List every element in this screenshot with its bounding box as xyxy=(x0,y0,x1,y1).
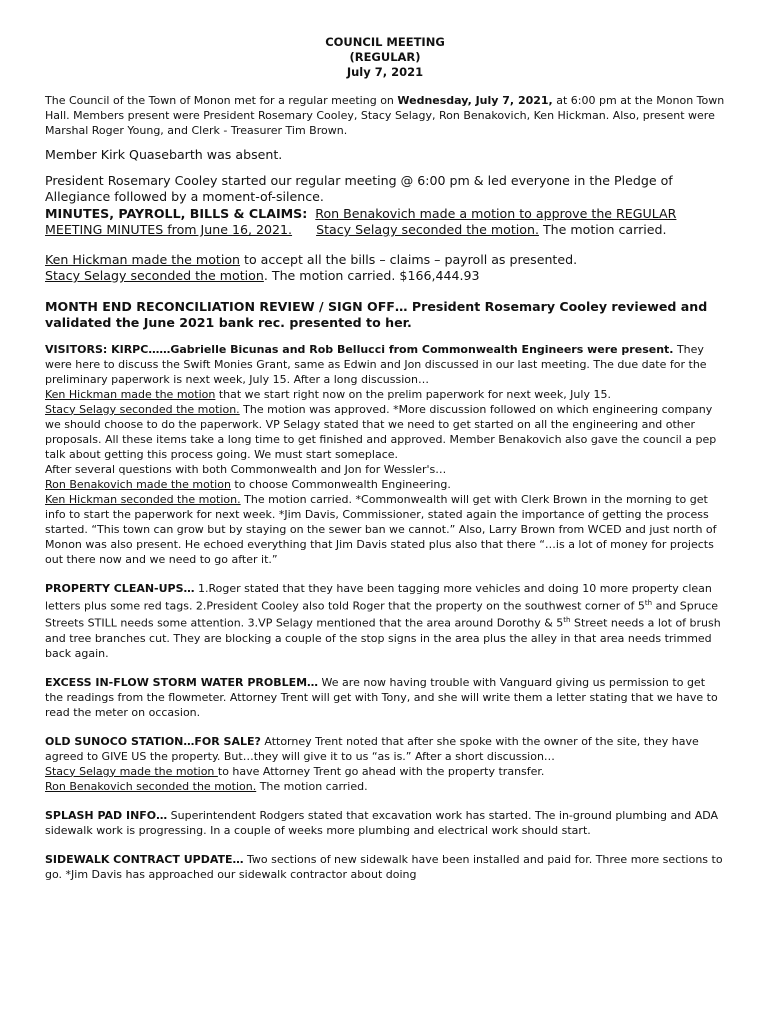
absent-paragraph: Member Kirk Quasebarth was absent. xyxy=(45,147,283,162)
bills-section: Ken Hickman made the motion to accept all the bills – claims – payroll as presented. Stacy Selagy seconded the motion. The motion carried. $166,444.93 xyxy=(45,251,578,283)
opening-paragraph: President Rosemary Cooley started our regular meeting @ 6:00 pm & led everyone in the Pledge of Allegiance followed by a moment-of-silence. xyxy=(45,172,673,204)
title-line-1: COUNCIL MEETING xyxy=(325,35,445,49)
splash-pad-section: SPLASH PAD INFO… Superintendent Rodgers stated that excavation work has started. The in-ground plumbing and ADA sidewalk work is progressing. In a couple of weeks more plumbing and electrical work should start. xyxy=(45,808,719,837)
title-line-2: (REGULAR) xyxy=(349,50,421,64)
visitors-section: VISITORS: KIRPC……Gabrielle Bicunas and Rob Bellucci from Commonwealth Engineers were present. They were here to discuss the Swift Monies Grant, same as Edwin and Jon discussed in our last meeting. The due date for the preliminary paperwork is next week, July 15. After a long discussion… Ken Hickman made the motion that we start right now on the prelim paperwork for next week, July 15. Stacy Selagy seconded the motion. The motion was approved. *More discussion followed on which engineering company we should choose to do the paperwork. VP Selagy stated that we need to get started on all the engineering and other proposals. All these items take a long time to get finished and approved. Member Benakovich also gave the council a pep talk about getting this process going. We must start someplace. After several questions with both Commonwealth and Jon for Wessler's… Ron Benakovich made the motion to choose Commonwealth Engineering. Ken Hickman seconded the motion. The motion carried. *Commonwealth will get with Clerk Brown in the morning to get info to start the paperwork for next week. *Jim Davis, Commissioner, stated again the importance of getting the process started. “This town can grow but by staying on the sewer ban we cannot.” Also, Larry Brown from WCED and just north of Monon was also present. He echoed everything that Jim Davis stated plus also that there “…is a lot of money for projects out there now and we need to go after it.” xyxy=(45,342,717,566)
cleanups-section: PROPERTY CLEAN-UPS… 1.Roger stated that they have been tagging more vehicles and doing 10 more property clean letters plus some red tags. 2.President Cooley also told Roger that the property on the southwest corner of 5th and Spruce Streets STILL needs some attention. 3.VP Selagy mentioned that the area around Dorothy & 5th Street needs a lot of brush and tree branches cut. They are blocking a couple of the stop signs in the area plus the alley in that area needs trimmed back again. xyxy=(45,581,721,660)
title-line-3: July 7, 2021 xyxy=(346,65,424,79)
reconciliation-section: MONTH END RECONCILIATION REVIEW / SIGN OFF… President Rosemary Cooley reviewed and validated the June 2021 bank rec. presented to her. xyxy=(45,298,708,330)
sidewalk-section: SIDEWALK CONTRACT UPDATE… Two sections of new sidewalk have been installed and paid for. Three more sections to go. *Jim Davis has approached our sidewalk contractor about doing xyxy=(45,852,723,881)
sunoco-section: OLD SUNOCO STATION…FOR SALE? Attorney Trent noted that after she spoke with the owner of the site, they have agreed to GIVE US the property. But…they will give it to us “as is.” After a short discussion… Stacy Selagy made the motion to have Attorney Trent go ahead with the property transfer. Ron Benakovich seconded the motion. The motion carried. xyxy=(45,734,699,793)
intro-paragraph: The Council of the Town of Monon met for a regular meeting on Wednesday, July 7, 2021, at 6:00 pm at the Monon Town Hall. Members present were President Rosemary Cooley, Stacy Selagy, Ron Benakovich, Ken Hickman. Also, present were Marshal Roger Young, and Clerk - Treasurer Tim Brown. xyxy=(45,94,725,137)
document-title xyxy=(45,35,725,80)
minutes-document xyxy=(45,35,725,882)
storm-water-section: EXCESS IN-FLOW STORM WATER PROBLEM… We are now having trouble with Vanguard giving us permission to get the readings from the flowmeter. Attorney Trent will get with Tony, and she will write them a letter stating that we have to read the meter on occasion. xyxy=(45,675,718,719)
minutes-section: MINUTES, PAYROLL, BILLS & CLAIMS: Ron Benakovich made a motion to approve the REGULAR MEETING MINUTES from June 16, 2021. Stacy Selagy seconded the motion. The motion carried. xyxy=(45,205,677,237)
